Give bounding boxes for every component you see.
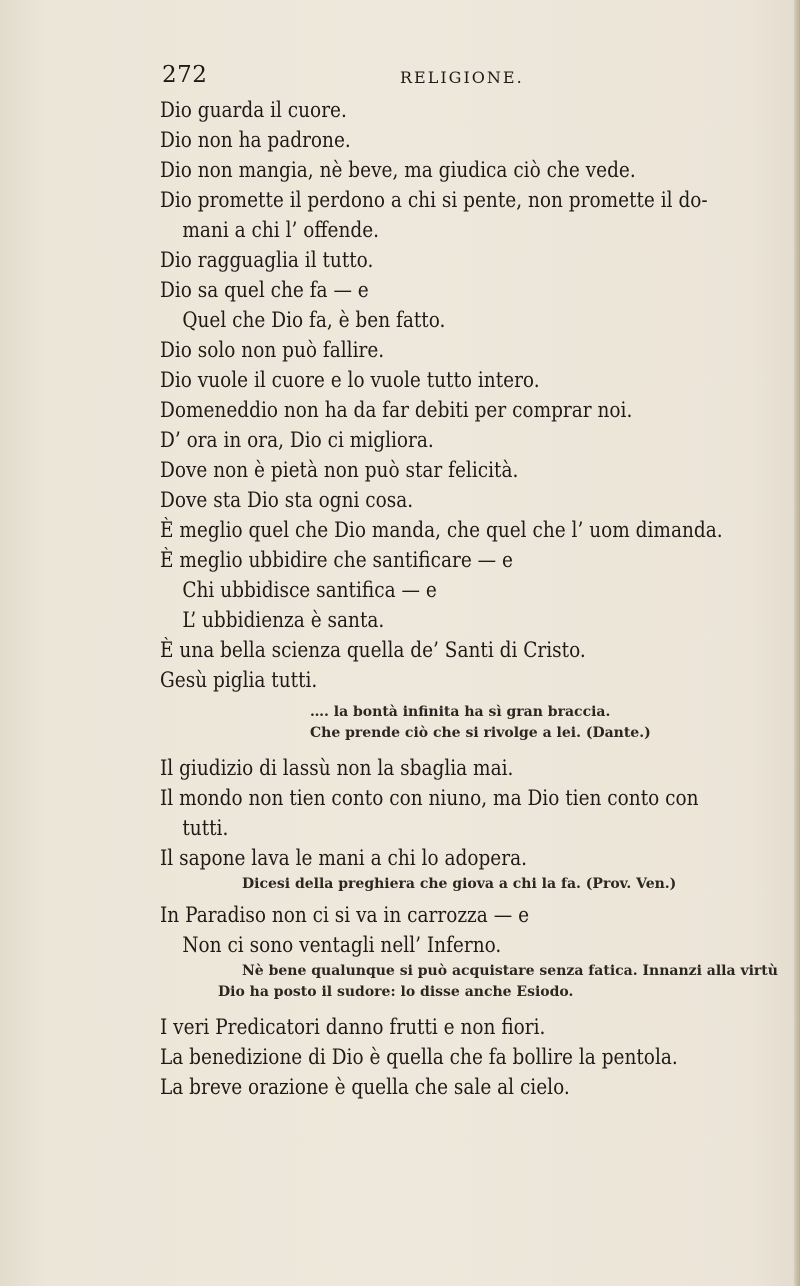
page-edge bbox=[794, 0, 800, 1286]
proverb-line: La benedizione di Dio è quella che fa bollire la pentola. bbox=[160, 1045, 678, 1070]
quote-line: …. la bontà infinita ha sì gran braccia. bbox=[310, 704, 611, 720]
proverb-line: Dio solo non può fallire. bbox=[160, 338, 385, 363]
note-line: Dicesi della preghiera che giova a chi la fa. (Prov. Ven.) bbox=[242, 876, 677, 892]
quote-line: Che prende ciò che si rivolge a lei. (Dante.) bbox=[310, 725, 651, 741]
page-number: 272 bbox=[162, 62, 208, 88]
proverb-line: La breve orazione è quella che sale al cielo. bbox=[160, 1075, 570, 1100]
proverb-line: Dio sa quel che fa — e bbox=[160, 278, 369, 303]
page-header bbox=[160, 62, 524, 92]
proverb-line: Dio guarda il cuore. bbox=[160, 98, 347, 123]
proverb-line: Dio non ha padrone. bbox=[160, 128, 351, 153]
proverb-line: Non ci sono ventagli nell’ Inferno. bbox=[182, 933, 502, 958]
proverb-line: tutti. bbox=[182, 816, 229, 841]
proverb-line: Il mondo non tien conto con niuno, ma Dio tien conto con bbox=[160, 786, 699, 811]
proverb-line: Il giudizio di lassù non la sbaglia mai. bbox=[160, 756, 514, 781]
proverb-line: Chi ubbidisce santifica — e bbox=[182, 578, 437, 603]
page-body bbox=[160, 96, 778, 1103]
note-line: Nè bene qualunque si può acquistare senza fatica. Innanzi alla virtù bbox=[242, 963, 778, 979]
proverb-line: È meglio ubbidire che santificare — e bbox=[160, 548, 513, 573]
note-line: Dio ha posto il sudore: lo disse anche Esiodo. bbox=[218, 984, 574, 1000]
proverb-line: È meglio quel che Dio manda, che quel che l’ uom dimanda. bbox=[160, 518, 723, 543]
proverb-line: Dove non è pietà non può star felicità. bbox=[160, 458, 519, 483]
proverb-line: L’ ubbidienza è santa. bbox=[182, 608, 385, 633]
proverb-line: Dio vuole il cuore e lo vuole tutto intero. bbox=[160, 368, 540, 393]
proverb-line: Dio ragguaglia il tutto. bbox=[160, 248, 374, 273]
proverb-line: Il sapone lava le mani a chi lo adopera. bbox=[160, 846, 527, 871]
proverb-line: mani a chi l’ offende. bbox=[182, 218, 380, 243]
proverb-line: In Paradiso non ci si va in carrozza — e bbox=[160, 903, 530, 928]
proverb-line: D’ ora in ora, Dio ci migliora. bbox=[160, 428, 434, 453]
proverb-line: Gesù piglia tutti. bbox=[160, 668, 318, 693]
running-head: RELIGIONE. bbox=[400, 68, 524, 87]
proverb-line: Dio promette il perdono a chi si pente, non promette il do- bbox=[160, 188, 708, 213]
proverb-line: I veri Predicatori danno frutti e non fiori. bbox=[160, 1015, 546, 1040]
proverb-line: Dove sta Dio sta ogni cosa. bbox=[160, 488, 414, 513]
proverb-line: Domeneddio non ha da far debiti per comprar noi. bbox=[160, 398, 633, 423]
proverb-line: È una bella scienza quella de’ Santi di Cristo. bbox=[160, 638, 586, 663]
proverb-line: Dio non mangia, nè beve, ma giudica ciò che vede. bbox=[160, 158, 636, 183]
proverb-line: Quel che Dio fa, è ben fatto. bbox=[182, 308, 446, 333]
